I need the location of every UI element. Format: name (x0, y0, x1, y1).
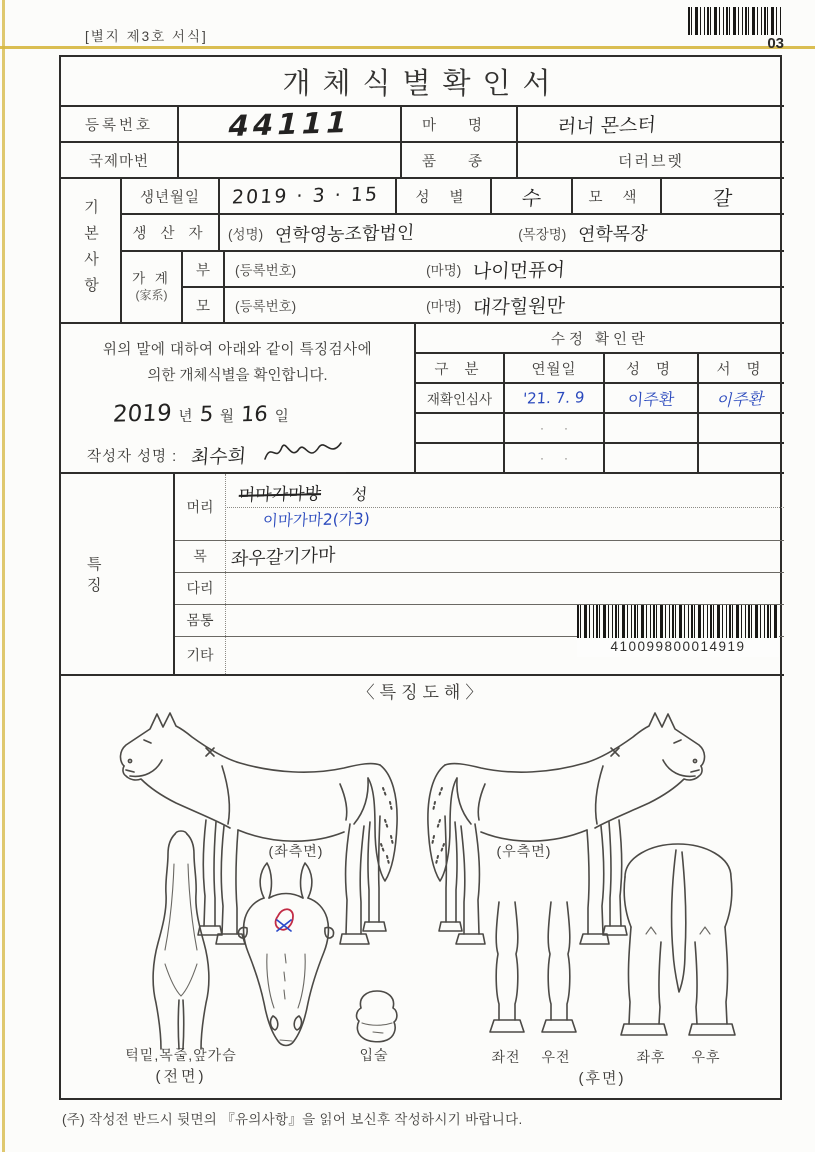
left-fore-label: 좌전 (491, 1049, 521, 1065)
author-label: 작성자 성명 : (87, 448, 178, 465)
revision-row-type (416, 414, 505, 444)
reg-no-label: 등록번호 (61, 107, 179, 143)
sex-value: 수 (492, 179, 573, 215)
farm-name-label: (목장명) (518, 226, 567, 242)
sire-key: 부 (183, 252, 225, 288)
head-feature-blue-text: 이마가마2(가3) (262, 509, 371, 531)
page-number: 03 (767, 35, 784, 52)
revision-row-sign (699, 414, 784, 444)
reg-no-value: 44111 (179, 107, 402, 143)
birth-label: 생년월일 (122, 179, 220, 215)
feature-key-etc: 기타 (186, 647, 214, 663)
revision-row-date: '21. 7. 9 (505, 384, 605, 414)
front-view-label: (전면) (155, 1068, 207, 1085)
rear-view-figure (621, 844, 735, 1035)
feature-barcode-number: 410099800014919 (610, 639, 746, 654)
dam-regno-label: (등록번호) (235, 299, 297, 314)
coat-color-value: 갈 (662, 179, 784, 215)
horse-feature-diagram (61, 702, 784, 1100)
lips-label: 입술 (359, 1047, 389, 1063)
revision-row-date: · · (505, 414, 605, 444)
dam-key: 모 (183, 288, 225, 324)
feature-key-head: 머리 (186, 499, 214, 515)
right-side-horse-figure (428, 713, 705, 944)
intl-no-label: 국제마번 (61, 143, 179, 179)
feature-neck-value: 좌우갈기가마 (230, 544, 336, 571)
revision-title: 수정 확인란 (416, 324, 784, 354)
left-side-horse-figure (120, 713, 397, 944)
front-silhouette-figure (153, 831, 209, 1049)
signature-scribble (260, 437, 346, 467)
statement-line1: 위의 말에 대하여 아래와 같이 특징검사에 (102, 342, 373, 358)
front-silhouette-label: 턱밑,목줄,앞가슴 (125, 1047, 237, 1063)
confirmation-date: 2019 년 5 월 16 일 (112, 400, 289, 428)
revision-row-type: 재확인심사 (416, 384, 505, 414)
coat-color-label: 모 색 (573, 179, 662, 215)
revision-row-name (605, 414, 699, 444)
sire-regno-label: (등록번호) (235, 263, 297, 278)
lineage-label: 가 계 (家系) (122, 252, 183, 324)
birth-value: 2019 · 3 · 15 (220, 179, 397, 215)
revision-header-sign: 서 명 (699, 354, 784, 384)
author-signature (260, 437, 346, 473)
certificate-table (59, 55, 782, 1100)
revision-header-name: 성 명 (605, 354, 699, 384)
revision-row-name: 이주환 (605, 384, 699, 414)
intl-no-value (179, 143, 402, 179)
revision-row-name (605, 444, 699, 474)
certificate-title-cell (61, 57, 784, 107)
producer-label: 생 산 자 (122, 215, 220, 252)
front-head-figure (238, 863, 333, 1046)
feature-key-legs: 다리 (186, 580, 214, 596)
producer-value: (성명) 연학영농조합법인 (목장명) 연학목장 (220, 215, 784, 252)
breed-value: 더러브렛 (518, 143, 784, 179)
features-section-label: 특 징 (61, 474, 175, 674)
top-barcode (688, 7, 781, 35)
revision-row-date: · · (505, 444, 605, 474)
form-reference: [별지 제3호 서식] (85, 29, 208, 44)
sire-name-label: (마명) (426, 263, 462, 278)
head-feature-extra-text: 성 (350, 484, 368, 505)
feature-barcode-sticker (577, 605, 779, 657)
head-feature-struck-text: 머마가마방 (238, 484, 322, 506)
feature-row-divider (175, 572, 784, 573)
statement-line2: 의한 개체식별을 확인합니다. (147, 368, 328, 384)
horse-name-label: 마 명 (402, 107, 518, 143)
diagram-title: 〈특징도해〉 (357, 683, 488, 702)
revision-header-date: 연월일 (505, 354, 605, 384)
right-side-label: (우측면) (496, 843, 552, 859)
feature-head-value (225, 474, 784, 540)
footer-note: (주) 작성전 반드시 뒷면의 『유의사항』을 읽어 보신후 작성하시기 바랍니다. (62, 1112, 523, 1127)
basic-info-section-label: 기본사항 (61, 179, 122, 324)
revision-row-type (416, 444, 505, 474)
sex-label: 성 별 (397, 179, 492, 215)
lips-figure (357, 991, 397, 1042)
feature-barcode (577, 605, 779, 638)
feature-key-neck: 목 (193, 548, 207, 564)
horse-name-value: 러너 몬스터 (518, 107, 784, 143)
breed-label: 품 종 (402, 143, 518, 179)
fore-legs-figure (490, 902, 576, 1032)
author-row (61, 437, 414, 473)
producer-name-label: (성명) (228, 226, 264, 242)
top-accent-line (0, 46, 815, 49)
left-hind-label: 좌후 (636, 1049, 666, 1065)
revision-row-sign: 이주환 (699, 384, 784, 414)
left-edge-accent-line (2, 0, 5, 1152)
sire-value: (등록번호) (마명) 나이먼퓨어 (225, 252, 784, 288)
revision-header-type: 구 분 (416, 354, 505, 384)
certificate-title: 개체식별확인서 (282, 67, 563, 100)
left-side-label: (좌측면) (268, 843, 324, 859)
right-fore-label: 우전 (541, 1049, 571, 1065)
confirmation-statement-cell (61, 324, 416, 474)
dam-value: (등록번호) (마명) 대각힐원만 (225, 288, 784, 324)
author-name: 최수희 (190, 444, 247, 469)
revision-row-sign (699, 444, 784, 474)
right-hind-label: 우후 (691, 1049, 721, 1065)
feature-key-body: 몸통 (186, 612, 214, 628)
rear-view-label: (후면) (578, 1070, 626, 1087)
dam-name-label: (마명) (426, 299, 462, 314)
feature-block-bottom-border (61, 674, 784, 676)
